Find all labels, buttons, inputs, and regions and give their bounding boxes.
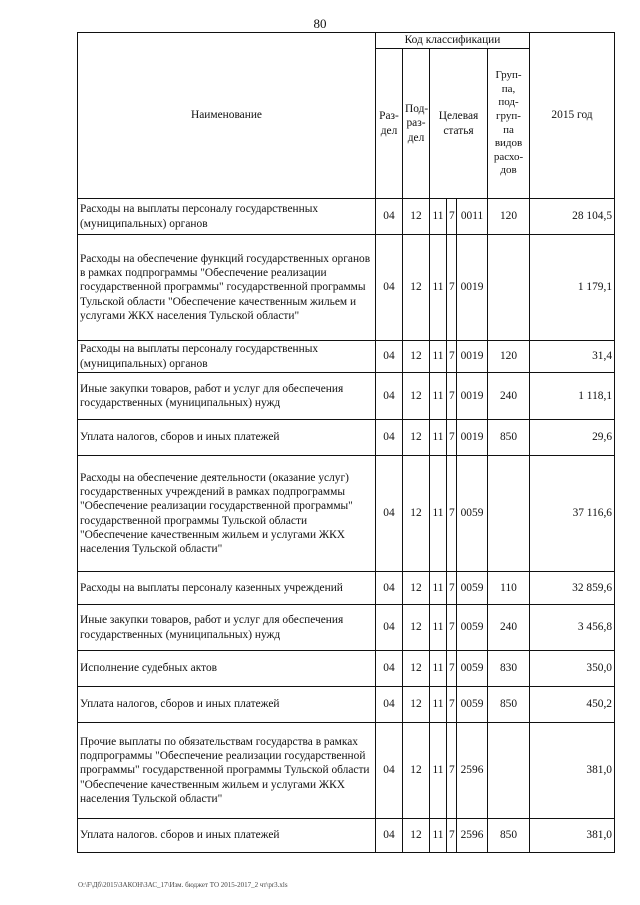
header-year: 2015 год	[530, 33, 615, 199]
row-podrazdel: 12	[403, 572, 430, 605]
row-sum: 381,0	[530, 819, 615, 853]
row-podrazdel: 12	[403, 456, 430, 572]
row-razdel: 04	[376, 819, 403, 853]
row-target-code: 0011	[457, 199, 488, 235]
row-name: Прочие выплаты по обязательствам государства в рамках подпрограммы "Обеспечение реализации государственной программы" государственной программы Тульской области "Обеспечение качественным жильем и услугами ЖКХ населения Тульской области"	[78, 723, 376, 819]
row-name: Расходы на выплаты персоналу казенных учреждений	[78, 572, 376, 605]
row-name: Расходы на выплаты персоналу государственных (муниципальных) органов	[78, 341, 376, 373]
row-sum: 381,0	[530, 723, 615, 819]
table-row	[78, 341, 615, 373]
row-vid: 850	[488, 687, 530, 723]
row-razdel: 04	[376, 456, 403, 572]
row-target-program: 11	[430, 199, 447, 235]
row-target-code: 0019	[457, 235, 488, 341]
row-sum: 28 104,5	[530, 199, 615, 235]
row-vid	[488, 456, 530, 572]
row-target-subprogram: 7	[447, 456, 457, 572]
row-target-program: 11	[430, 420, 447, 456]
row-podrazdel: 12	[403, 373, 430, 420]
row-vid: 850	[488, 819, 530, 853]
row-razdel: 04	[376, 723, 403, 819]
row-podrazdel: 12	[403, 341, 430, 373]
row-name: Расходы на обеспечение функций государственных органов в рамках подпрограммы "Обеспечение реализации государственной программы" государственной программы Тульской области "Обеспечение качественным жильем и услугами ЖКХ населения Тульской области"	[78, 235, 376, 341]
row-sum: 1 179,1	[530, 235, 615, 341]
table-row	[78, 723, 615, 819]
row-podrazdel: 12	[403, 687, 430, 723]
row-vid: 240	[488, 605, 530, 651]
row-target-code: 0019	[457, 341, 488, 373]
row-razdel: 04	[376, 341, 403, 373]
table-row	[78, 420, 615, 456]
row-podrazdel: 12	[403, 651, 430, 687]
row-name: Уплата налогов, сборов и иных платежей	[78, 687, 376, 723]
row-vid: 120	[488, 341, 530, 373]
header-name: Наименование	[78, 33, 376, 199]
row-target-subprogram: 7	[447, 723, 457, 819]
row-target-program: 11	[430, 572, 447, 605]
table-header	[78, 33, 615, 199]
header-target: Целевая статья	[430, 49, 488, 199]
row-target-subprogram: 7	[447, 373, 457, 420]
row-target-code: 0059	[457, 572, 488, 605]
table-body	[78, 199, 615, 853]
row-sum: 450,2	[530, 687, 615, 723]
row-name: Иные закупки товаров, работ и услуг для обеспечения государственных (муниципальных) нужд	[78, 373, 376, 420]
file-path-footer: O:\F\Дб\2015\ЗАКОН\ЗАС_17\Изм. бюджет ТО 2015-2017_2 чт\рr3.xls	[78, 881, 288, 889]
row-podrazdel: 12	[403, 235, 430, 341]
row-target-code: 2596	[457, 819, 488, 853]
row-target-subprogram: 7	[447, 420, 457, 456]
row-name: Расходы на обеспечение деятельности (оказание услуг) государственных учреждений в рамках подпрограммы "Обеспечение реализации государственной программы" государственной программы Тульской области "Обеспечение качественным жильем и услугами ЖКХ населения Тульской области"	[78, 456, 376, 572]
row-target-program: 11	[430, 651, 447, 687]
budget-table	[77, 32, 615, 853]
row-name: Иные закупки товаров, работ и услуг для обеспечения государственных (муниципальных) нужд	[78, 605, 376, 651]
row-target-subprogram: 7	[447, 235, 457, 341]
row-name: Уплата налогов, сборов и иных платежей	[78, 420, 376, 456]
row-target-code: 0059	[457, 456, 488, 572]
row-target-subprogram: 7	[447, 687, 457, 723]
row-target-code: 0019	[457, 373, 488, 420]
row-razdel: 04	[376, 687, 403, 723]
row-target-code: 0019	[457, 420, 488, 456]
row-razdel: 04	[376, 235, 403, 341]
row-target-program: 11	[430, 723, 447, 819]
row-vid: 240	[488, 373, 530, 420]
header-vid: Груп- па, под- груп- па видов расхо- дов	[488, 49, 530, 199]
row-sum: 31,4	[530, 341, 615, 373]
header-code-group: Код классификации	[376, 33, 530, 49]
row-sum: 3 456,8	[530, 605, 615, 651]
row-target-code: 2596	[457, 723, 488, 819]
row-name: Расходы на выплаты персоналу государственных (муниципальных) органов	[78, 199, 376, 235]
row-podrazdel: 12	[403, 723, 430, 819]
row-vid: 110	[488, 572, 530, 605]
row-sum: 32 859,6	[530, 572, 615, 605]
table-row	[78, 605, 615, 651]
row-target-program: 11	[430, 373, 447, 420]
row-target-subprogram: 7	[447, 572, 457, 605]
row-razdel: 04	[376, 605, 403, 651]
row-vid: 120	[488, 199, 530, 235]
row-target-program: 11	[430, 341, 447, 373]
row-name: Уплата налогов. сборов и иных платежей	[78, 819, 376, 853]
row-target-program: 11	[430, 687, 447, 723]
row-target-subprogram: 7	[447, 651, 457, 687]
row-sum: 29,6	[530, 420, 615, 456]
row-target-subprogram: 7	[447, 199, 457, 235]
row-target-program: 11	[430, 819, 447, 853]
row-vid: 850	[488, 420, 530, 456]
row-vid	[488, 723, 530, 819]
table-row	[78, 687, 615, 723]
table-row	[78, 199, 615, 235]
row-target-subprogram: 7	[447, 605, 457, 651]
header-podrazdel: Под- раз- дел	[403, 49, 430, 199]
row-target-code: 0059	[457, 687, 488, 723]
table-row	[78, 373, 615, 420]
row-target-subprogram: 7	[447, 341, 457, 373]
row-target-code: 0059	[457, 651, 488, 687]
row-vid	[488, 235, 530, 341]
row-target-program: 11	[430, 235, 447, 341]
row-sum: 37 116,6	[530, 456, 615, 572]
row-podrazdel: 12	[403, 605, 430, 651]
row-razdel: 04	[376, 199, 403, 235]
row-razdel: 04	[376, 572, 403, 605]
row-podrazdel: 12	[403, 819, 430, 853]
table-row	[78, 572, 615, 605]
table-row	[78, 651, 615, 687]
page-number: 80	[313, 16, 327, 31]
row-target-code: 0059	[457, 605, 488, 651]
row-target-subprogram: 7	[447, 819, 457, 853]
table-row	[78, 235, 615, 341]
row-target-program: 11	[430, 456, 447, 572]
row-podrazdel: 12	[403, 420, 430, 456]
table-row	[78, 456, 615, 572]
table-row	[78, 819, 615, 853]
row-vid: 830	[488, 651, 530, 687]
row-podrazdel: 12	[403, 199, 430, 235]
row-razdel: 04	[376, 373, 403, 420]
row-sum: 350,0	[530, 651, 615, 687]
header-razdel: Раз- дел	[376, 49, 403, 199]
row-razdel: 04	[376, 420, 403, 456]
row-sum: 1 118,1	[530, 373, 615, 420]
row-razdel: 04	[376, 651, 403, 687]
row-name: Исполнение судебных актов	[78, 651, 376, 687]
row-target-program: 11	[430, 605, 447, 651]
